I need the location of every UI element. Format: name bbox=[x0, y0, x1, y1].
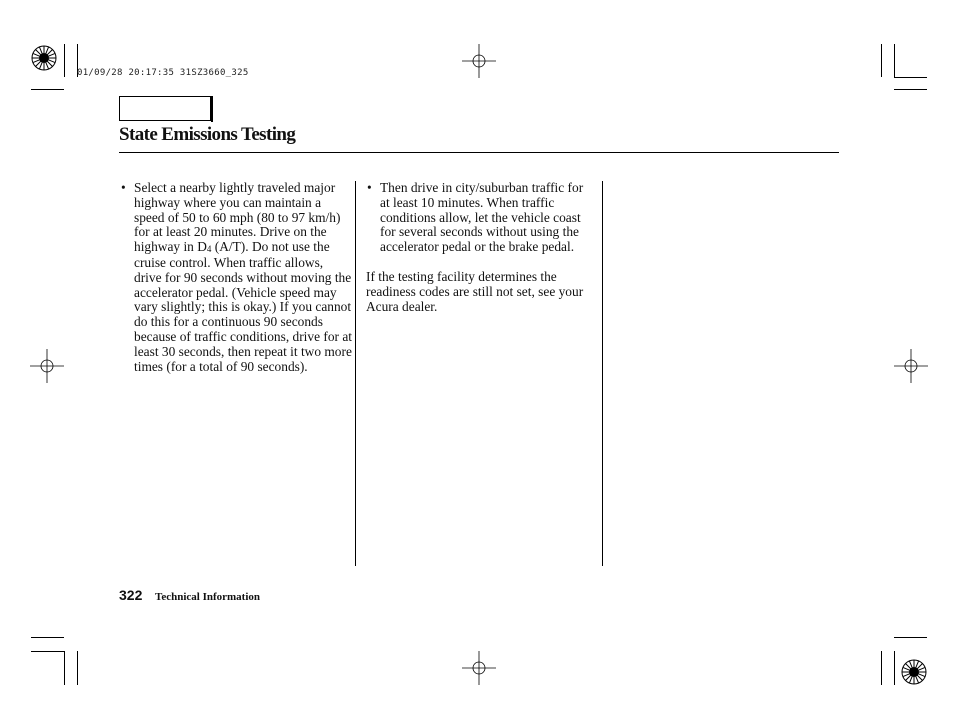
column-2 bbox=[366, 181, 590, 314]
crop-mark bbox=[31, 637, 64, 638]
section-tab bbox=[119, 96, 211, 121]
crop-mark bbox=[31, 651, 64, 652]
crosshair-icon bbox=[462, 44, 496, 78]
print-stamp: 01/09/28 20:17:35 31SZ3660_325 bbox=[77, 68, 249, 78]
crop-mark bbox=[64, 44, 65, 77]
bullet-item bbox=[366, 181, 590, 255]
title-rule bbox=[119, 152, 839, 153]
crop-mark bbox=[894, 651, 895, 685]
body-paragraph: If the testing facility determines the readiness codes are still not set, see your Acura dealer. bbox=[366, 268, 584, 314]
crosshair-icon bbox=[894, 349, 928, 383]
crosshair-icon bbox=[462, 651, 496, 685]
section-name: Technical Information bbox=[155, 591, 261, 603]
page-number: 322 bbox=[119, 587, 143, 603]
crop-mark bbox=[894, 77, 927, 78]
crop-mark bbox=[894, 44, 895, 77]
column-divider bbox=[355, 181, 356, 566]
column-1 bbox=[120, 181, 352, 374]
registration-target-icon bbox=[30, 44, 58, 72]
bullet-text: Select a nearby lightly traveled major highway where you can maintain a speed of 50 to 60 mph (80 to 97 km/h) for at least 20 minutes. Drive on the highway in $D_4$ (A/T). Do not use the cruise control. When traffic allows, drive for 90 seconds without moving the accelerator pedal. (Vehicle speed may vary slightly; this is okay.) If you cannot do this for a continuous 90 seconds because of traffic conditions, drive for at least 30 seconds, then repeat it two more times (for a total of 90 seconds). bbox=[134, 180, 353, 374]
registration-target-icon bbox=[900, 658, 928, 686]
crop-mark bbox=[894, 89, 927, 90]
bullet-icon: • bbox=[367, 180, 372, 195]
crop-mark bbox=[31, 89, 64, 90]
column-divider bbox=[602, 181, 603, 566]
crosshair-icon bbox=[30, 349, 64, 383]
bullet-icon: • bbox=[121, 180, 126, 195]
crop-mark bbox=[894, 637, 927, 638]
crop-mark bbox=[77, 651, 78, 685]
page-title: State Emissions Testing bbox=[119, 124, 296, 145]
bullet-item bbox=[120, 181, 352, 374]
bullet-text: Then drive in city/suburban traffic for at least 10 minutes. When traffic conditions allow, let the vehicle coast for several seconds without using the accelerator pedal or the brake pedal. bbox=[380, 180, 584, 255]
crop-mark bbox=[881, 44, 882, 77]
gear-subscript: 4 bbox=[206, 244, 212, 255]
crop-mark bbox=[64, 651, 65, 685]
crop-mark bbox=[881, 651, 882, 685]
